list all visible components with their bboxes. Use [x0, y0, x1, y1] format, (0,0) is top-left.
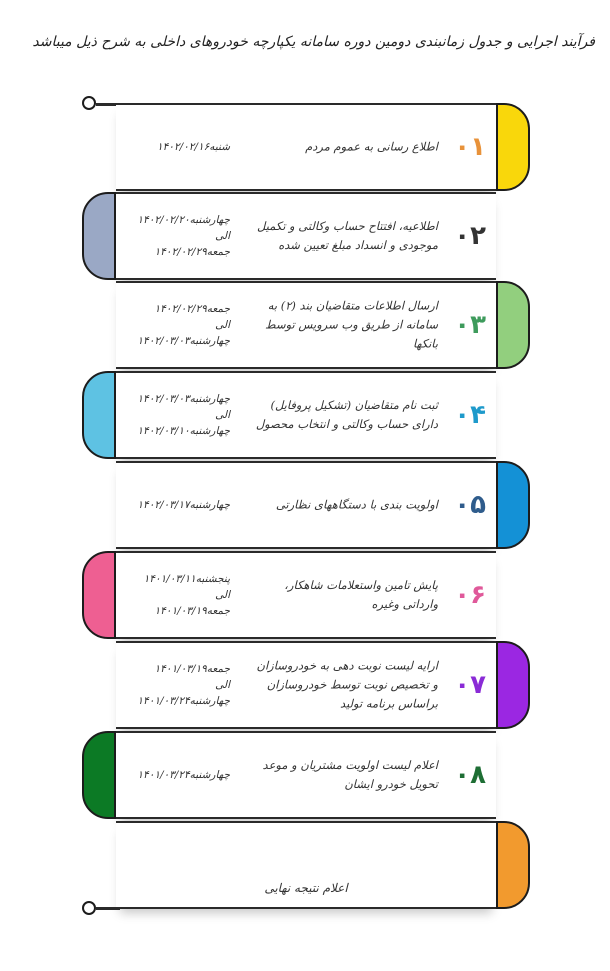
step-7-color-cap — [496, 641, 530, 729]
step-number: ۰۵ — [454, 490, 486, 520]
date-line: الی — [215, 230, 230, 242]
timeline-step-3 — [116, 281, 496, 369]
step-description: اولویت بندی با دستگاههای نظارتی — [275, 497, 438, 512]
page-title: فرآیند اجرایی و جدول زمانبندی دومین دوره سامانه یکپارچه خودروهای داخلی به شرح ذیل میباشد — [32, 34, 595, 50]
step-date — [120, 767, 230, 783]
date-line: الی — [215, 589, 230, 601]
step-description: اطلاعیه، افتتاح حساب وکالتی و تکمیل موجودی و انسداد مبلغ تعیین شده — [257, 219, 438, 252]
date-line: چهارشنبه۱۴۰۲/۰۳/۱۰ — [137, 425, 230, 437]
step-number: ۰۳ — [454, 310, 486, 340]
step-number: ۰۲ — [454, 221, 486, 251]
date-line: الی — [215, 319, 230, 331]
step-number: ۰۶ — [454, 580, 486, 610]
timeline-step-1 — [116, 103, 496, 191]
step-date — [120, 139, 230, 155]
date-line: چهارشنبه۱۴۰۱/۰۳/۲۴ — [137, 695, 230, 707]
date-line: جمعه۱۴۰۱/۰۳/۱۹ — [154, 663, 230, 675]
date-line: جمعه۱۴۰۲/۰۲/۲۹ — [154, 303, 230, 315]
step-date — [120, 497, 230, 513]
step-1-color-cap — [496, 103, 530, 191]
timeline-step-7 — [116, 641, 496, 729]
final-step-color-cap — [496, 821, 530, 909]
step-description: اطلاع رسانی به عموم مردم — [305, 139, 438, 154]
date-line: چهارشنبه۱۴۰۲/۰۳/۰۳ — [137, 393, 230, 405]
timeline-step-2 — [116, 192, 496, 280]
date-line: چهارشنبه۱۴۰۲/۰۳/۰۳ — [137, 335, 230, 347]
step-date — [120, 661, 230, 709]
step-date — [120, 391, 230, 439]
start-node-circle — [82, 96, 96, 110]
timeline-step-4 — [116, 371, 496, 459]
step-number: ۰۷ — [454, 670, 486, 700]
date-line: الی — [215, 679, 230, 691]
date-line: پنجشنبه۱۴۰۱/۰۳/۱۱ — [143, 573, 230, 585]
step-6-color-cap — [82, 551, 116, 639]
step-number: ۰۴ — [454, 400, 486, 430]
step-date — [120, 212, 230, 260]
step-5-color-cap — [496, 461, 530, 549]
end-node-circle — [82, 901, 96, 915]
step-date — [120, 571, 230, 619]
step-2-color-cap — [82, 192, 116, 280]
date-line: چهارشنبه۱۴۰۲/۰۲/۲۰ — [137, 214, 230, 226]
date-line: الی — [215, 409, 230, 421]
timeline-step-6 — [116, 551, 496, 639]
step-description: ارسال اطلاعات متقاضیان بند (۲) به سامانه از طریق وب سرویس توسط بانکها — [265, 298, 438, 351]
step-description: ثبت نام متقاضیان (تشکیل پروفایل) دارای حساب وکالتی و انتخاب محصول — [255, 398, 438, 431]
final-step-label: اعلام نتیجه نهایی — [264, 881, 348, 895]
step-4-color-cap — [82, 371, 116, 459]
timeline-step-8 — [116, 731, 496, 819]
step-8-color-cap — [82, 731, 116, 819]
step-description: اعلام لیست اولویت مشتریان و موعد تحویل خودرو ایشان — [262, 758, 438, 791]
timeline-step-5 — [116, 461, 496, 549]
end-connector-line — [96, 907, 120, 910]
step-description: پایش تامین واستعلامات شاهکار، وارداتی وغیره — [284, 578, 438, 611]
date-line: چهارشنبه۱۴۰۱/۰۳/۲۴ — [137, 769, 230, 781]
step-3-color-cap — [496, 281, 530, 369]
timeline-final-step — [116, 821, 496, 909]
date-line: شنبه۱۴۰۲/۰۲/۱۶ — [157, 141, 230, 153]
date-line: چهارشنبه۱۴۰۲/۰۳/۱۷ — [137, 499, 230, 511]
step-number: ۰۱ — [454, 132, 486, 162]
step-date — [120, 301, 230, 349]
date-line: جمعه۱۴۰۱/۰۳/۱۹ — [154, 605, 230, 617]
step-description: ارایه لیست نوبت دهی به خودروسازان و تخصیص نوبت توسط خودروسازان براساس برنامه تولید — [256, 658, 438, 711]
date-line: جمعه۱۴۰۲/۰۲/۲۹ — [154, 246, 230, 258]
step-number: ۰۸ — [454, 760, 486, 790]
